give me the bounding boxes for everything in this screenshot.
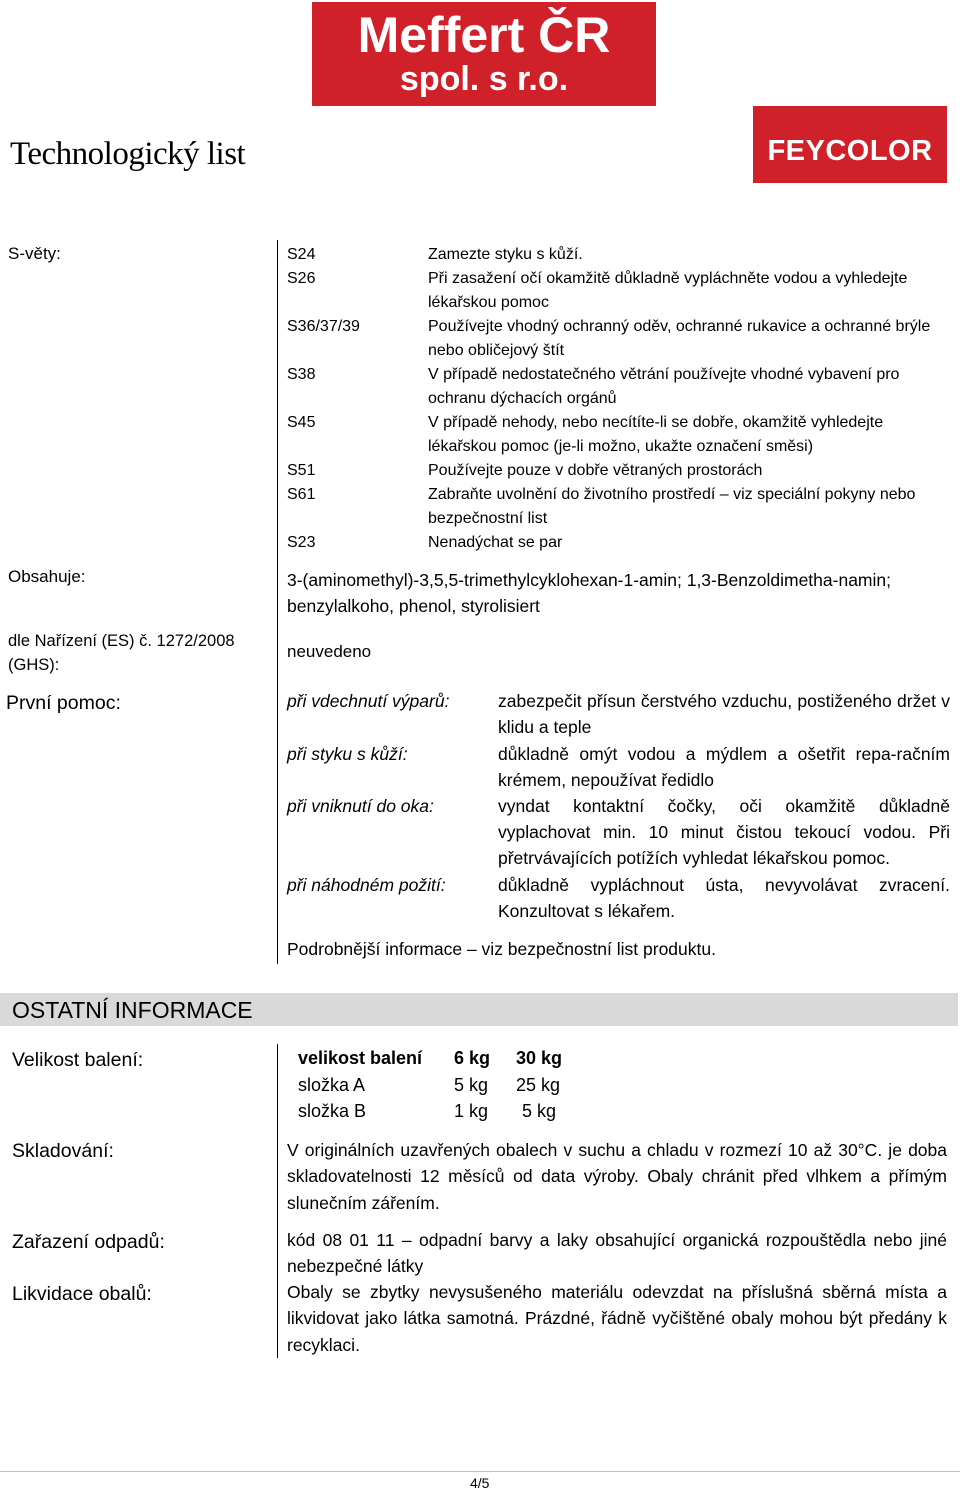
column-divider	[277, 240, 278, 964]
s-phrase-code: S38	[287, 366, 316, 383]
first-aid-instruction: důkladně omýt vodou a mýdlem a ošetřit repa-račním krémem, nepoužívat ředidlo	[498, 744, 950, 790]
storage-label: Skladování:	[12, 1140, 114, 1162]
s-phrase-text: Zabraňte uvolnění do životního prostředí – viz speciální pokyny nebo bezpečnostní list	[428, 486, 916, 527]
first-aid-instruction: zabezpečit přísun čerstvého vzduchu, postiženého držet v klidu a teple	[498, 691, 950, 737]
first-aid-more-info: Podrobnější informace – viz bezpečnostní list produktu.	[287, 939, 716, 959]
first-aid-situation: při náhodném požití:	[287, 875, 446, 895]
meffert-logo-name: Meffert ČR	[357, 7, 611, 63]
s-phrase-code: S45	[287, 414, 316, 431]
feycolor-logo	[753, 106, 947, 183]
first-aid-situation: při vniknutí do oka:	[287, 796, 434, 816]
storage-text: V originálních uzavřených obalech v suchu a chladu v rozmezí 10 až 30°C. je doba skladovatelnosti 12 měsíců od data výroby. Obaly chránit před vlhkem a přímým slunečním zářením.	[287, 1140, 947, 1213]
table-cell: 6 kg	[454, 1048, 491, 1068]
first-aid-situation: při vdechnutí výparů:	[287, 691, 450, 711]
s-phrase-code: S23	[287, 534, 316, 551]
ghs-value: neuvedeno	[287, 642, 372, 661]
s-phrase-text: Používejte vhodný ochranný oděv, ochranné rukavice a ochranné brýle nebo obličejový štít	[428, 318, 931, 359]
s-phrase-code: S24	[287, 246, 316, 263]
contains-label: Obsahuje:	[8, 567, 86, 586]
ghs-label: dle Nařízení (ES) č. 1272/2008 (GHS):	[8, 632, 235, 674]
disposal-text: Obaly se zbytky nevysušeného materiálu odevzdat na příslušná sběrná místa a likvidovat jako látka samotná. Prázdné, řádně vyčištěné obaly mohou být předány k recyklaci.	[287, 1282, 947, 1355]
table-row	[298, 1045, 576, 1072]
table-row	[298, 1072, 576, 1099]
s-phrase-text: Při zasažení očí okamžitě důkladně vypláchněte vodou a vyhledejte lékařskou pomoc	[428, 270, 908, 311]
table-cell: 25 kg	[516, 1074, 561, 1095]
waste-text: kód 08 01 11 – odpadní barvy a laky obsahující organická rozpouštědla nebo jiné nebezpečné látky	[287, 1230, 947, 1277]
first-aid-instruction: vyndat kontaktní čočky, oči okamžitě důkladně vyplachovat min. 10 minut čistou tekoucí vodou. Při přetrvávajících potížích vyhledat lékařskou pomoc.	[498, 796, 950, 868]
footer-rule	[0, 1471, 960, 1472]
first-aid-label: První pomoc:	[6, 692, 121, 714]
table-row	[298, 1098, 576, 1125]
column-divider-lower	[277, 1044, 278, 1358]
s-phrase-text: Zamezte styku s kůží.	[428, 246, 583, 263]
s-phrase-text: V případě nedostatečného větrání používejte vhodné vybavení pro ochranu dýchacích orgánů	[428, 366, 900, 407]
feycolor-logo-text: FEYCOLOR	[767, 135, 933, 167]
s-phrase-text: Nenadýchat se par	[428, 534, 563, 551]
s-phrase-code: S51	[287, 462, 316, 479]
meffert-logo	[312, 2, 656, 106]
table-cell: 30 kg	[516, 1048, 563, 1068]
table-cell: složka A	[298, 1074, 366, 1095]
waste-label: Zařazení odpadů:	[12, 1231, 165, 1253]
s-phrase-text: Používejte pouze v dobře větraných prostorách	[428, 462, 763, 479]
contains-text: 3-(aminomethyl)-3,5,5-trimethylcyklohexan-1-amin; 1,3-Benzoldimetha-namin; benzylalkoho, phenol, styrolisiert	[287, 570, 891, 616]
meffert-logo-suffix: spol. s r.o.	[399, 60, 569, 98]
s-phrases-label: S-věty:	[8, 244, 61, 263]
other-info-title: OSTATNÍ INFORMACE	[12, 997, 253, 1023]
table-cell: složka B	[298, 1101, 367, 1121]
page-number: 4/5	[470, 1475, 490, 1491]
packaging-label: Velikost balení:	[12, 1049, 144, 1071]
other-info-header	[0, 993, 958, 1026]
table-cell: velikost balení	[298, 1048, 423, 1068]
packaging-table	[298, 1045, 576, 1125]
first-aid-instruction: důkladně vypláchnout ústa, nevyvolávat zvracení. Konzultovat s lékařem.	[498, 875, 950, 921]
s-phrase-code: S26	[287, 270, 316, 287]
s-phrase-code: S36/37/39	[287, 318, 360, 335]
s-phrase-text: V případě nehody, nebo necítíte-li se dobře, okamžitě vyhledejte lékařskou pomoc (je-li možno, ukažte označení směsi)	[428, 414, 884, 455]
table-cell: 5 kg	[454, 1074, 489, 1095]
s-phrase-code: S61	[287, 486, 316, 503]
first-aid-situation: při styku s kůží:	[287, 744, 408, 764]
disposal-label: Likvidace obalů:	[12, 1283, 152, 1305]
table-cell: 5 kg	[522, 1101, 557, 1121]
document-title: Technologický list	[10, 136, 246, 172]
table-cell: 1 kg	[454, 1101, 489, 1121]
